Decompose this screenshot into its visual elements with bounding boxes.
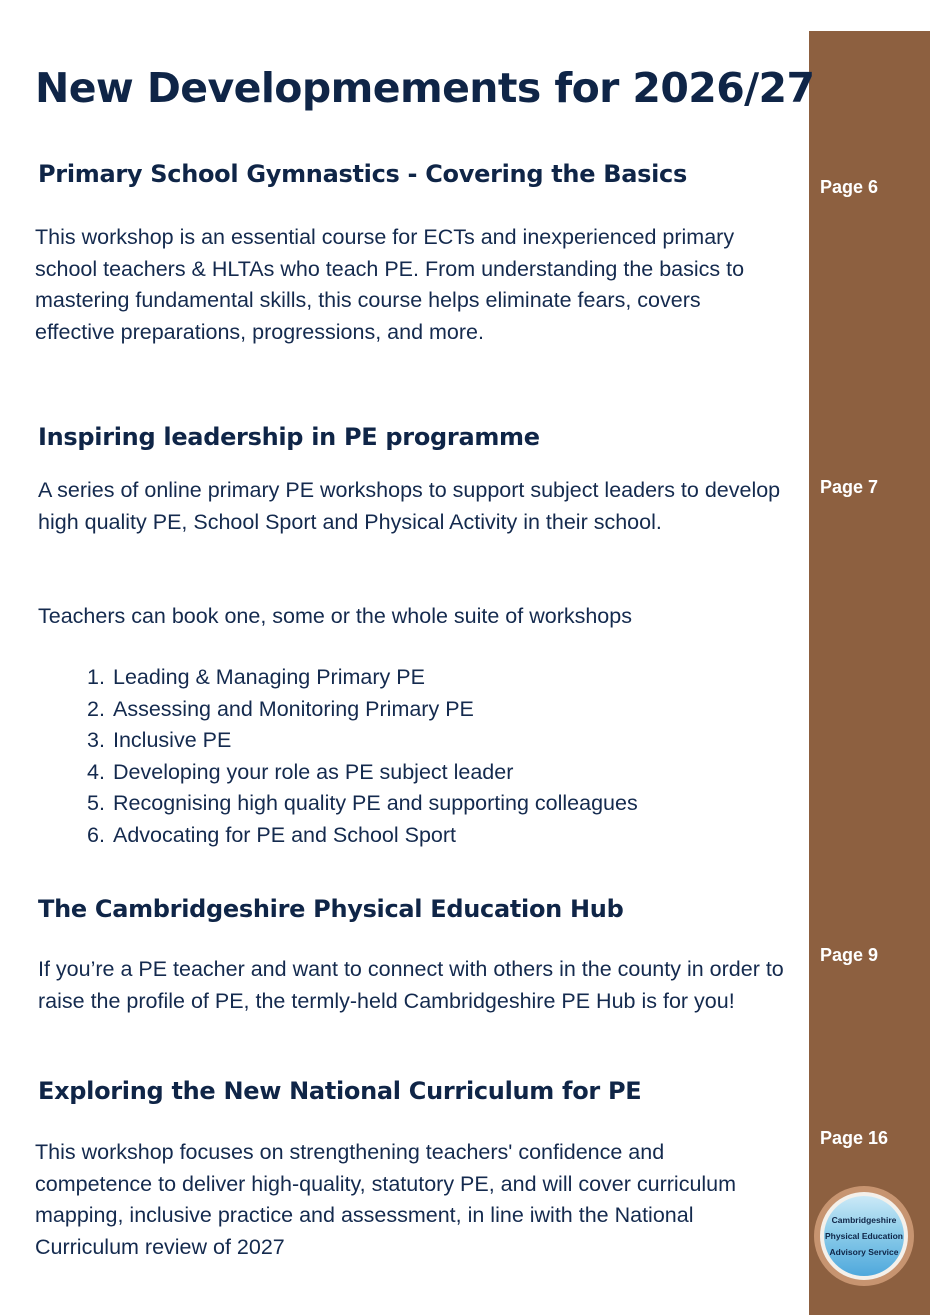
section-heading-hub: The Cambridgeshire Physical Education Hub (38, 895, 624, 923)
page-ref-leadership[interactable]: Page 7 (820, 477, 879, 497)
section-heading-leadership: Inspiring leadership in PE programme (38, 423, 540, 451)
workshop-list (87, 662, 638, 851)
logo-line: Physical Education (825, 1231, 903, 1241)
list-item: 1. Leading & Managing Primary PE (87, 665, 425, 689)
page-ref-gymnastics[interactable]: Page 6 (820, 177, 879, 197)
list-item: 5. Recognising high quality PE and supporting colleagues (87, 791, 638, 815)
page-title: New Developmements for 2026/27 (35, 64, 815, 112)
section-body-leadership: A series of online primary PE workshops to support subject leaders to develop high quality PE, School Sport and Physical Activity in their school. (38, 478, 781, 534)
logo-line: Cambridgeshire (831, 1215, 897, 1225)
list-item: 6. Advocating for PE and School Sport (87, 822, 457, 847)
page-ref-curriculum[interactable]: Page 16 (820, 1128, 889, 1148)
section-body-gymnastics: This workshop is an essential course for ECTs and inexperienced primary school teachers & HLTAs who teach PE. From understanding the basics to mastering fundamental skills, this course helps eliminate fears, covers effective preparations, progressions, and more. (35, 225, 745, 344)
section-body-curriculum: This workshop focuses on strengthening teachers' confidence and competence to deliver high-quality, statutory PE, and will cover curriculum mapping, inclusive practice and assessment, in line iwith the National Curriculum review of 2027 (35, 1140, 737, 1259)
advisory-service-logo (814, 1186, 914, 1286)
page-ref-hub[interactable]: Page 9 (820, 945, 879, 965)
list-item: 3. Inclusive PE (87, 728, 232, 752)
section-body-leadership-booking: Teachers can book one, some or the whole suite of workshops (38, 604, 632, 628)
list-item: 2. Assessing and Monitoring Primary PE (87, 696, 474, 721)
page-index-sidebar (809, 31, 930, 1315)
section-heading-curriculum: Exploring the New National Curriculum for PE (38, 1077, 642, 1105)
section-body-hub: If you’re a PE teacher and want to connect with others in the county in order to raise the profile of PE, the termly-held Cambridgeshire PE Hub is for you! (38, 957, 784, 1013)
list-item: 4. Developing your role as PE subject leader (87, 759, 514, 784)
section-heading-gymnastics: Primary School Gymnastics - Covering the Basics (38, 160, 687, 188)
logo-line: Advisory Service (829, 1247, 899, 1257)
